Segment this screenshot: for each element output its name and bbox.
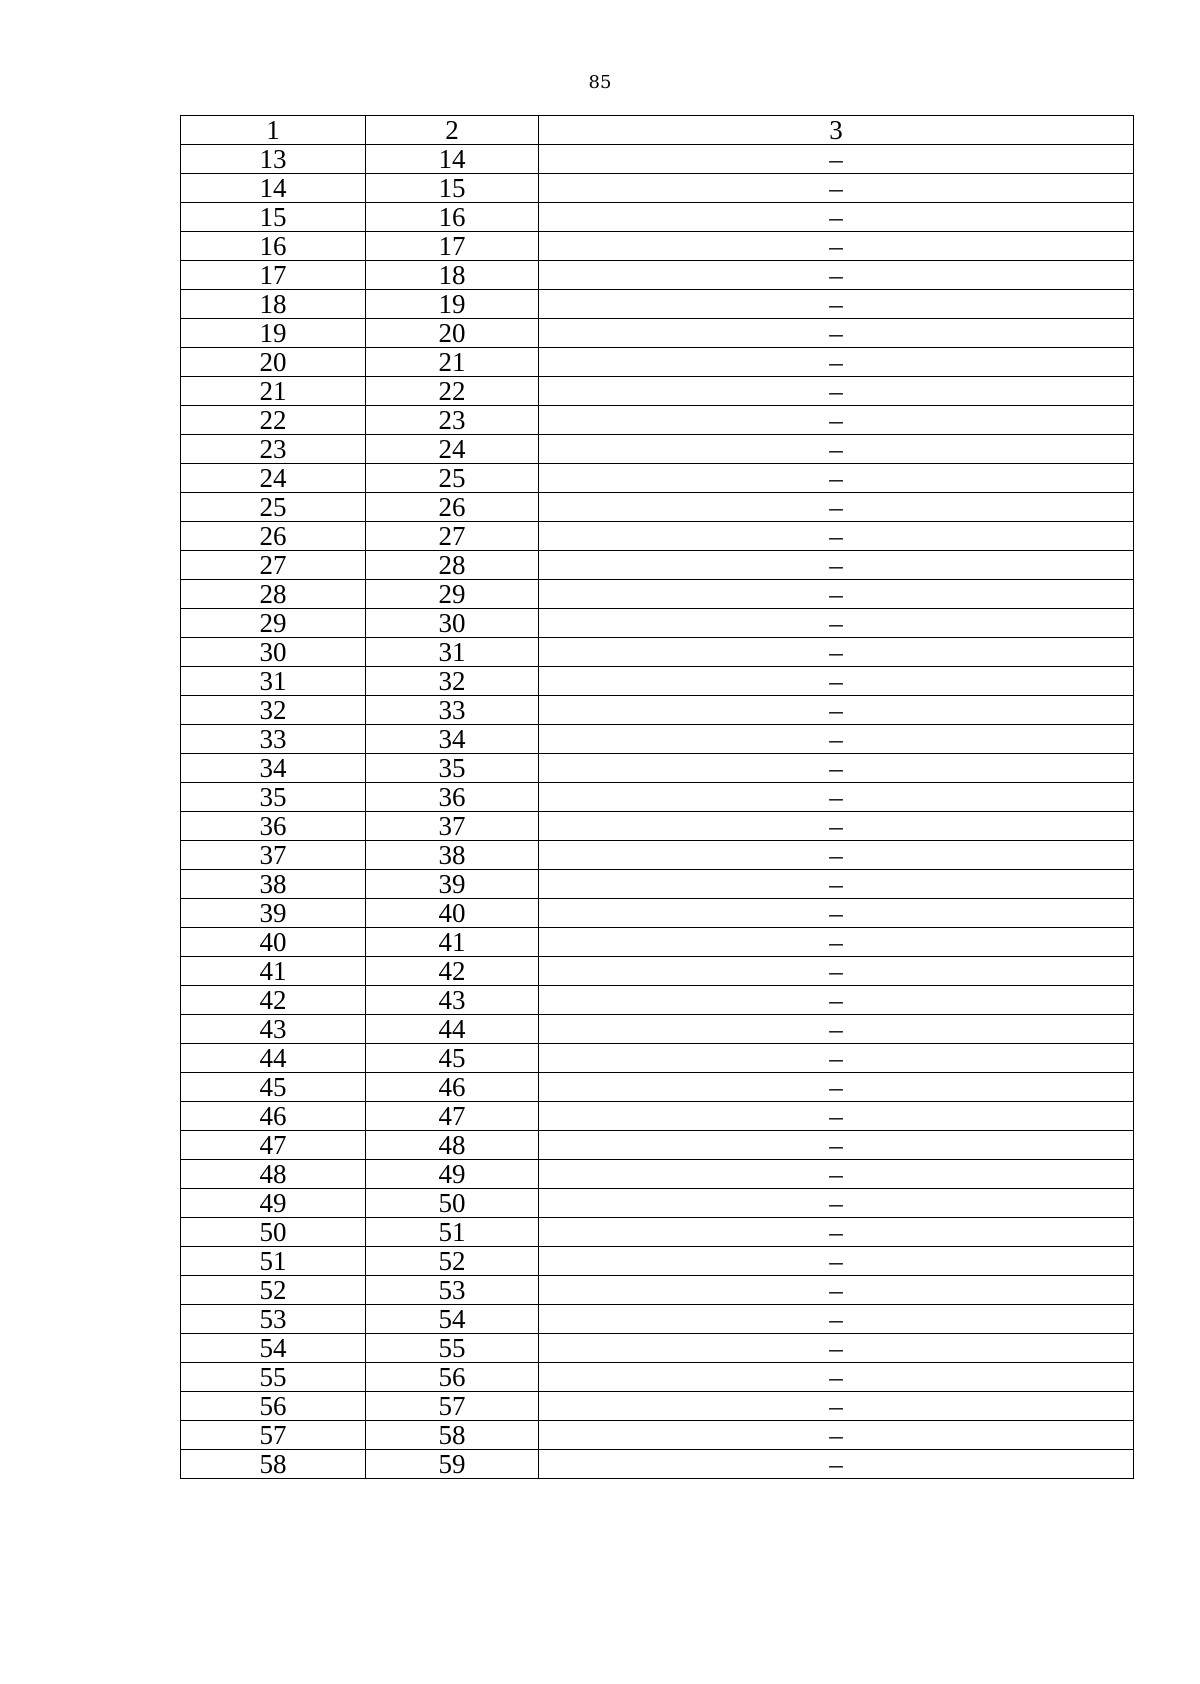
table-cell-col-3: – bbox=[539, 1131, 1134, 1160]
table-cell-col-2: 46 bbox=[366, 1073, 539, 1102]
table-cell-col-2: 44 bbox=[366, 1015, 539, 1044]
table-cell-col-1: 58 bbox=[181, 1450, 366, 1479]
table-cell-col-1: 21 bbox=[181, 377, 366, 406]
table-row bbox=[181, 348, 1134, 377]
table-row bbox=[181, 319, 1134, 348]
table-cell-col-1: 43 bbox=[181, 1015, 366, 1044]
table-cell-col-2: 16 bbox=[366, 203, 539, 232]
table-cell-col-1: 34 bbox=[181, 754, 366, 783]
table-cell-col-1: 42 bbox=[181, 986, 366, 1015]
table-cell-col-2: 55 bbox=[366, 1334, 539, 1363]
table-cell-col-1: 57 bbox=[181, 1421, 366, 1450]
table-cell-col-1: 38 bbox=[181, 870, 366, 899]
table-row bbox=[181, 638, 1134, 667]
table-cell-col-1: 15 bbox=[181, 203, 366, 232]
table-cell-col-3: – bbox=[539, 348, 1134, 377]
table-row bbox=[181, 1247, 1134, 1276]
table-cell-col-1: 24 bbox=[181, 464, 366, 493]
table-row bbox=[181, 1421, 1134, 1450]
table-row bbox=[181, 1276, 1134, 1305]
table-cell-col-3: – bbox=[539, 841, 1134, 870]
table-row bbox=[181, 1189, 1134, 1218]
table-cell-col-1: 35 bbox=[181, 783, 366, 812]
table-cell-col-1: 16 bbox=[181, 232, 366, 261]
table-cell-col-2: 18 bbox=[366, 261, 539, 290]
table-cell-col-3: – bbox=[539, 174, 1134, 203]
table-cell-col-3: – bbox=[539, 1334, 1134, 1363]
table-cell-col-2: 47 bbox=[366, 1102, 539, 1131]
table-cell-col-3: – bbox=[539, 522, 1134, 551]
table-row bbox=[181, 1334, 1134, 1363]
table-cell-col-2: 57 bbox=[366, 1392, 539, 1421]
table-cell-col-3: – bbox=[539, 406, 1134, 435]
table-row bbox=[181, 957, 1134, 986]
table-cell-col-2: 24 bbox=[366, 435, 539, 464]
table-row bbox=[181, 696, 1134, 725]
table-row bbox=[181, 377, 1134, 406]
table-cell-col-2: 52 bbox=[366, 1247, 539, 1276]
table-cell-col-3: – bbox=[539, 1189, 1134, 1218]
table-cell-col-2: 35 bbox=[366, 754, 539, 783]
table-cell-col-3: – bbox=[539, 1218, 1134, 1247]
table-cell-col-2: 17 bbox=[366, 232, 539, 261]
data-table bbox=[180, 115, 1134, 1479]
table-cell-col-1: 29 bbox=[181, 609, 366, 638]
table-cell-col-3: – bbox=[539, 667, 1134, 696]
table-row bbox=[181, 754, 1134, 783]
table-cell-col-2: 58 bbox=[366, 1421, 539, 1450]
table-header-row bbox=[181, 116, 1134, 145]
table-cell-col-2: 42 bbox=[366, 957, 539, 986]
table-cell-col-1: 26 bbox=[181, 522, 366, 551]
table-row bbox=[181, 493, 1134, 522]
table-row bbox=[181, 783, 1134, 812]
table-cell-col-1: 48 bbox=[181, 1160, 366, 1189]
table-cell-col-2: 54 bbox=[366, 1305, 539, 1334]
table-cell-col-1: 22 bbox=[181, 406, 366, 435]
table-cell-col-3: – bbox=[539, 580, 1134, 609]
table-cell-col-3: – bbox=[539, 1421, 1134, 1450]
table-row bbox=[181, 1102, 1134, 1131]
page-number: 85 bbox=[588, 72, 612, 93]
table-cell-col-3: – bbox=[539, 290, 1134, 319]
table-cell-col-1: 31 bbox=[181, 667, 366, 696]
table-row bbox=[181, 667, 1134, 696]
table-cell-col-2: 59 bbox=[366, 1450, 539, 1479]
table-cell-col-1: 49 bbox=[181, 1189, 366, 1218]
table-row bbox=[181, 174, 1134, 203]
table-cell-col-2: 31 bbox=[366, 638, 539, 667]
table-cell-col-2: 15 bbox=[366, 174, 539, 203]
table-cell-col-1: 27 bbox=[181, 551, 366, 580]
table-cell-col-1: 23 bbox=[181, 435, 366, 464]
column-header-3: 3 bbox=[539, 116, 1134, 145]
table-cell-col-1: 18 bbox=[181, 290, 366, 319]
table-cell-col-2: 43 bbox=[366, 986, 539, 1015]
table-cell-col-2: 49 bbox=[366, 1160, 539, 1189]
table-cell-col-2: 34 bbox=[366, 725, 539, 754]
table-cell-col-1: 14 bbox=[181, 174, 366, 203]
table-row bbox=[181, 1305, 1134, 1334]
table-cell-col-3: – bbox=[539, 696, 1134, 725]
table-cell-col-3: – bbox=[539, 812, 1134, 841]
table-cell-col-3: – bbox=[539, 261, 1134, 290]
table-cell-col-2: 23 bbox=[366, 406, 539, 435]
table-cell-col-2: 14 bbox=[366, 145, 539, 174]
table-cell-col-1: 53 bbox=[181, 1305, 366, 1334]
table-cell-col-3: – bbox=[539, 957, 1134, 986]
table-cell-col-3: – bbox=[539, 986, 1134, 1015]
table-cell-col-3: – bbox=[539, 1015, 1134, 1044]
table-cell-col-1: 41 bbox=[181, 957, 366, 986]
table-cell-col-2: 21 bbox=[366, 348, 539, 377]
table-row bbox=[181, 232, 1134, 261]
table-row bbox=[181, 522, 1134, 551]
table-cell-col-2: 41 bbox=[366, 928, 539, 957]
table-cell-col-3: – bbox=[539, 609, 1134, 638]
table-cell-col-2: 29 bbox=[366, 580, 539, 609]
table-row bbox=[181, 261, 1134, 290]
table-row bbox=[181, 464, 1134, 493]
table-cell-col-2: 28 bbox=[366, 551, 539, 580]
table-cell-col-3: – bbox=[539, 1160, 1134, 1189]
table-row bbox=[181, 1450, 1134, 1479]
column-header-2: 2 bbox=[366, 116, 539, 145]
table-body bbox=[181, 145, 1134, 1479]
table-row bbox=[181, 580, 1134, 609]
table-row bbox=[181, 1073, 1134, 1102]
table-cell-col-3: – bbox=[539, 1305, 1134, 1334]
table-cell-col-1: 13 bbox=[181, 145, 366, 174]
table-row bbox=[181, 145, 1134, 174]
table-cell-col-3: – bbox=[539, 1044, 1134, 1073]
table-cell-col-3: – bbox=[539, 1276, 1134, 1305]
table-row bbox=[181, 1044, 1134, 1073]
table-cell-col-2: 56 bbox=[366, 1363, 539, 1392]
table-row bbox=[181, 1218, 1134, 1247]
table-row bbox=[181, 986, 1134, 1015]
table-cell-col-1: 56 bbox=[181, 1392, 366, 1421]
table-cell-col-3: – bbox=[539, 870, 1134, 899]
table-cell-col-1: 45 bbox=[181, 1073, 366, 1102]
table-cell-col-3: – bbox=[539, 754, 1134, 783]
table-cell-col-1: 51 bbox=[181, 1247, 366, 1276]
table-cell-col-1: 19 bbox=[181, 319, 366, 348]
table-cell-col-3: – bbox=[539, 377, 1134, 406]
table-row bbox=[181, 1131, 1134, 1160]
table-cell-col-2: 51 bbox=[366, 1218, 539, 1247]
table-cell-col-1: 25 bbox=[181, 493, 366, 522]
column-header-1: 1 bbox=[181, 116, 366, 145]
table-cell-col-3: – bbox=[539, 899, 1134, 928]
table-cell-col-2: 20 bbox=[366, 319, 539, 348]
table-cell-col-1: 55 bbox=[181, 1363, 366, 1392]
table-cell-col-3: – bbox=[539, 232, 1134, 261]
table-cell-col-2: 25 bbox=[366, 464, 539, 493]
table-cell-col-3: – bbox=[539, 1102, 1134, 1131]
table-cell-col-2: 36 bbox=[366, 783, 539, 812]
table-cell-col-3: – bbox=[539, 725, 1134, 754]
table-cell-col-1: 50 bbox=[181, 1218, 366, 1247]
table-cell-col-2: 33 bbox=[366, 696, 539, 725]
table-row bbox=[181, 609, 1134, 638]
table-row bbox=[181, 870, 1134, 899]
table-cell-col-2: 53 bbox=[366, 1276, 539, 1305]
table-cell-col-3: – bbox=[539, 493, 1134, 522]
table-cell-col-2: 30 bbox=[366, 609, 539, 638]
table-cell-col-2: 22 bbox=[366, 377, 539, 406]
table-row bbox=[181, 551, 1134, 580]
table-cell-col-3: – bbox=[539, 145, 1134, 174]
table-cell-col-3: – bbox=[539, 1363, 1134, 1392]
table-row bbox=[181, 899, 1134, 928]
table-cell-col-2: 32 bbox=[366, 667, 539, 696]
table-cell-col-2: 50 bbox=[366, 1189, 539, 1218]
table-cell-col-1: 37 bbox=[181, 841, 366, 870]
table-row bbox=[181, 1015, 1134, 1044]
table-row bbox=[181, 435, 1134, 464]
table-cell-col-3: – bbox=[539, 638, 1134, 667]
table-cell-col-3: – bbox=[539, 783, 1134, 812]
table-cell-col-1: 32 bbox=[181, 696, 366, 725]
table-cell-col-2: 19 bbox=[366, 290, 539, 319]
table-cell-col-3: – bbox=[539, 319, 1134, 348]
table-row bbox=[181, 1392, 1134, 1421]
table-cell-col-1: 46 bbox=[181, 1102, 366, 1131]
table-cell-col-1: 20 bbox=[181, 348, 366, 377]
table-cell-col-1: 54 bbox=[181, 1334, 366, 1363]
table-cell-col-2: 27 bbox=[366, 522, 539, 551]
table-cell-col-2: 38 bbox=[366, 841, 539, 870]
table-row bbox=[181, 725, 1134, 754]
table-cell-col-3: – bbox=[539, 464, 1134, 493]
table-row bbox=[181, 203, 1134, 232]
table-row bbox=[181, 290, 1134, 319]
table-cell-col-3: – bbox=[539, 1247, 1134, 1276]
table-cell-col-2: 39 bbox=[366, 870, 539, 899]
table-cell-col-1: 33 bbox=[181, 725, 366, 754]
table-cell-col-2: 26 bbox=[366, 493, 539, 522]
table-cell-col-2: 48 bbox=[366, 1131, 539, 1160]
table-cell-col-3: – bbox=[539, 551, 1134, 580]
table-cell-col-3: – bbox=[539, 1450, 1134, 1479]
table-cell-col-3: – bbox=[539, 435, 1134, 464]
table-cell-col-2: 40 bbox=[366, 899, 539, 928]
table-cell-col-3: – bbox=[539, 1392, 1134, 1421]
table-row bbox=[181, 1160, 1134, 1189]
table-row bbox=[181, 928, 1134, 957]
table-row bbox=[181, 841, 1134, 870]
table-row bbox=[181, 406, 1134, 435]
table-row bbox=[181, 812, 1134, 841]
table-cell-col-2: 37 bbox=[366, 812, 539, 841]
table-cell-col-1: 52 bbox=[181, 1276, 366, 1305]
table-cell-col-1: 39 bbox=[181, 899, 366, 928]
table-cell-col-1: 28 bbox=[181, 580, 366, 609]
table-cell-col-1: 30 bbox=[181, 638, 366, 667]
table-cell-col-1: 44 bbox=[181, 1044, 366, 1073]
table-cell-col-1: 47 bbox=[181, 1131, 366, 1160]
table-cell-col-1: 17 bbox=[181, 261, 366, 290]
table-cell-col-1: 36 bbox=[181, 812, 366, 841]
table-cell-col-3: – bbox=[539, 928, 1134, 957]
table-cell-col-3: – bbox=[539, 1073, 1134, 1102]
table-row bbox=[181, 1363, 1134, 1392]
table-cell-col-2: 45 bbox=[366, 1044, 539, 1073]
table-cell-col-1: 40 bbox=[181, 928, 366, 957]
table-cell-col-3: – bbox=[539, 203, 1134, 232]
